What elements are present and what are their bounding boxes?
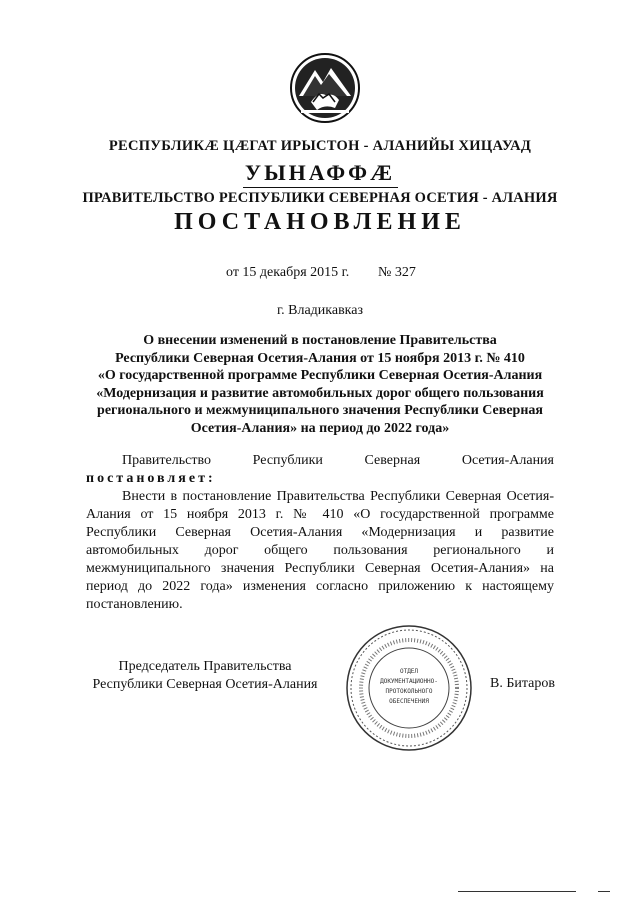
document-type-title: ПОСТАНОВЛЕНИЕ [174,209,466,235]
resolution-title [86,332,554,437]
header-republic-ossetian: РЕСПУБЛИКӔ ЦӔГАТ ИРЫСТОН - АЛАНИЙЫ ХИЦАУАД [108,138,532,154]
title-line: О внесении изменений в постановление Правительства [143,333,497,348]
signatory-position [86,658,324,694]
title-line: Осетия-Алания» на период до 2022 года» [190,420,450,436]
signatory-position-line: Республики Северная Осетия-Алания [92,677,318,692]
title-line: «О государственной программе Республики Северная Осетия-Алания [97,368,543,383]
header-divider [243,187,398,188]
document-number: № 327 [378,265,416,280]
resolution-body [86,452,554,614]
title-line: Республики Северная Осетия-Алания от 15 ноября 2013 г. № 410 [115,350,525,366]
body-paragraph: Внести в постановление Правительства Республики Северная Осетия-Алания от 15 ноября 2013 г. № 410 «О государственной программе Республики Северная Осетия-Алания «Модернизация и развитие автомобильных дорог общего пользования регионального и межмуниципального значения Республики Северная Осетия-Алания» на период до 2022 года» изменения согласно приложению к настоящему постановлению. [86,489,554,612]
seal-text-line: ОТДЕЛ [399,668,419,675]
signatory-position-line: Председатель Правительства [118,659,292,674]
official-seal [344,623,474,753]
document-date: от 15 декабря 2015 г. [226,265,350,280]
document-city: г. Владикавказ [276,303,364,318]
footer-mark [598,891,610,892]
seal-text-line: ОБЕСПЕЧЕНИЯ [389,698,429,705]
seal-text-line: ДОКУМЕНТАЦИОННО- [380,678,438,685]
body-intro: Правительство Республики Северная Осетия-Алания [122,453,554,468]
coat-of-arms-emblem [289,52,361,124]
body-decree-word: постановляет: [86,471,216,486]
header-resolution-ossetian: УЫНАФФӔ [244,160,396,185]
header-government: ПРАВИТЕЛЬСТВО РЕСПУБЛИКИ СЕВЕРНАЯ ОСЕТИЯ - АЛАНИЯ [82,190,558,206]
signatory-name: В. Битаров [490,676,555,691]
title-line: регионального и межмуниципального значения Республики Северная [97,403,543,418]
seal-text-line: ПРОТОКОЛЬНОГО [385,688,433,695]
footer-rule [458,891,576,892]
title-line: «Модернизация и развитие автомобильных дорог общего пользования [96,385,544,401]
